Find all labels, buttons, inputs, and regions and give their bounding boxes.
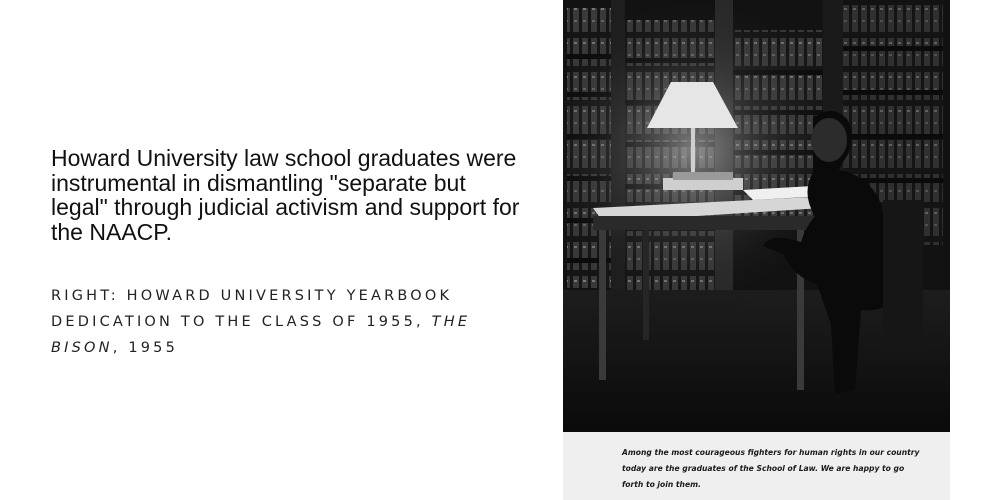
caption-suffix: , 1955 [112, 340, 179, 356]
photo-credit-caption [51, 283, 511, 361]
caption-publication-title: THE BISON [51, 314, 471, 356]
library-scene-image [563, 0, 950, 500]
caption-prefix: RIGHT: HOWARD UNIVERSITY YEARBOOK DEDICATION TO THE CLASS OF 1955, [51, 288, 453, 330]
yearbook-caption-text: Among the most courageous fighters for human rights in our country today are the graduates of the School of Law. We are happy to go forth to join them. [622, 448, 920, 489]
yearbook-photograph [563, 0, 950, 500]
headline-text: Howard University law school graduates were instrumental in dismantling "separate but legal" through judicial activism and support for the NAACP. [51, 145, 520, 245]
